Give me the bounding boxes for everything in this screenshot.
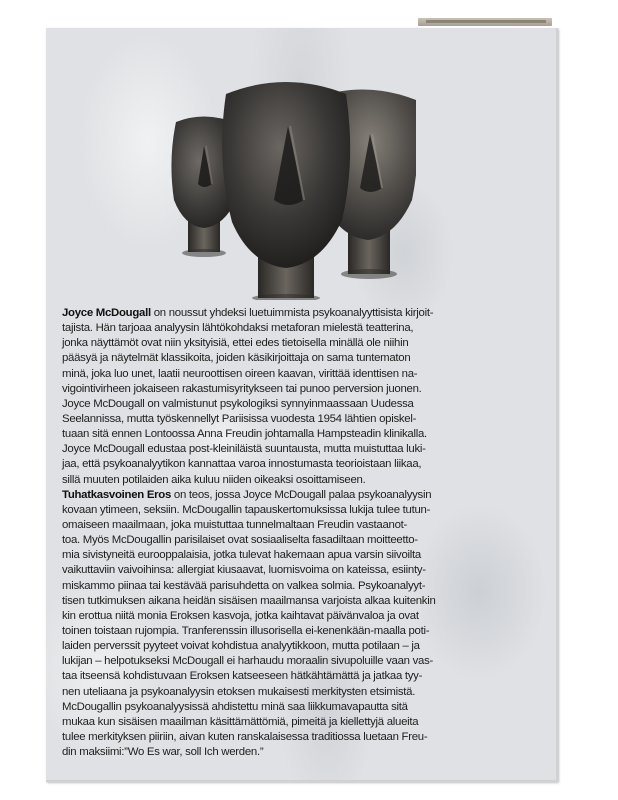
blurb-line: pääsyä ja näytelmät klassikoita, joiden käsikirjoittaja on sama tuntematon	[62, 352, 411, 365]
blurb-line: toinen toistaan rujompia. Tranferenssin illusorisella ei-kenenkään-maalla poti-	[62, 624, 430, 637]
blurb-line: din maksiimi:”Wo Es war, soll Ich werden.”	[62, 746, 264, 759]
book-title-bold: Tuhatkasvoinen Eros	[62, 488, 172, 501]
blurb-line: miskammo piinaa tai kestävää parisuhdetta on valkea solmia. Psykoanalyyt-	[62, 579, 426, 592]
blurb-line: jaa, että psykoanalyytikon kannattaa varoa innostumasta teorioistaan liikaa,	[62, 458, 422, 471]
author-name-bold: Joyce McDougall	[62, 307, 151, 319]
blurb-line: mukaa kun sisäisen maailman käsittämättömiä, pimeitä ja kiellettyjä alueita	[62, 715, 419, 728]
blurb-line: lukijan – helpotukseksi McDougall ei harhaudu moraalin sivupoluille vaan vas-	[62, 655, 433, 668]
back-cover-blurb	[62, 306, 532, 760]
blurb-line: nen uteliaana ja psykoanalyysin etoksen mukaisesti merkitysten etsimistä.	[62, 685, 416, 698]
blurb-line: toa. Myös McDougallin parisilaiset ovat sosiaaliselta fasadiltaan moitteetto-	[62, 534, 418, 547]
blurb-line: laiden perverssit pyyteet voivat kohdistua analyytikkoon, mutta potilaan – ja	[62, 640, 420, 653]
blurb-line: sillä muuten potilaiden aika kuluu niiden oikeaksi osoittamiseen.	[62, 473, 366, 486]
blurb-line: tulee merkityksen piiriin, aivan kuten ranskalaisessa traditiossa luetaan Freu-	[62, 730, 428, 743]
blurb-line: taa itseensä kohdistuvaan Eroksen katseeseen hätkähtämättä ja jatkaa tyy-	[62, 670, 423, 683]
blurb-line: vaikuttaviin vaivoihinsa: allergiat kiusaavat, luomisvoima on kateissa, esiinty-	[62, 564, 426, 577]
blurb-line: mia sivistyneitä eurooppalaisia, jotka tulevat hakemaan apua varsin siivoilta	[62, 549, 421, 562]
blurb-line: tajista. Hän tarjoaa analyysin lähtökohdaksi metaforan mielestä teatterina,	[62, 322, 414, 335]
blurb-line: Seelannissa, mutta työskennellyt Pariisissa vuodesta 1954 lähtien opiskel-	[62, 412, 417, 425]
cycladic-heads-image	[126, 50, 416, 300]
middle-head	[222, 82, 350, 300]
book-spine-shadow	[426, 20, 546, 23]
blurb-line: tuaan sitä ennen Lontoossa Anna Freudin johtamalla Hampsteadin klinikalla.	[62, 428, 427, 441]
blurb-line: tisen tutkimuksen aikana heidän sisäisen maailmansa varjoista alkaa kuitenkin	[62, 594, 436, 607]
blurb-line: vigointivirheen jokaiseen rakastumisyritykseen tai punoo perversion juonen.	[62, 382, 422, 395]
blurb-line: Joyce McDougall on noussut yhdeksi luetuimmista psykoanalyyttisista kirjoit-	[62, 307, 434, 319]
blurb-line: minä, joka luo unet, laatii neuroottisen oireen kaavan, virittää identtisen na-	[62, 367, 418, 380]
blurb-line: kovaan ytimeen, seksiin. McDougallin tapauskertomuksissa lukija tulee tutun-	[62, 503, 431, 516]
blurb-line: omaiseen maailmaan, joka muistuttaa tunnelmaltaan Freudin vastaanot-	[62, 518, 408, 531]
blurb-line: Joyce McDougall on valmistunut psykologiksi synnyinmaassaan Uudessa	[62, 397, 414, 410]
blurb-line: Joyce McDougall edustaa post-kleiniläistä suuntausta, mutta muistuttaa luki-	[62, 443, 426, 456]
blurb-line: Tuhatkasvoinen Eros on teos, jossa Joyce McDougall palaa psykoanalyysin	[62, 488, 432, 501]
blurb-line: jonka näyttämöt ovat niin yksityisiä, ettei edes tietoisella minällä ole niihin	[62, 337, 409, 350]
blurb-line: McDougallin psykoanalyysissä ahdistettu minä saa liikkumavapautta sitä	[62, 700, 408, 713]
blurb-line: kin erottua niitä monia Eroksen kasvoja, jotka kaihtavat päivänvaloa ja ovat	[62, 609, 419, 622]
